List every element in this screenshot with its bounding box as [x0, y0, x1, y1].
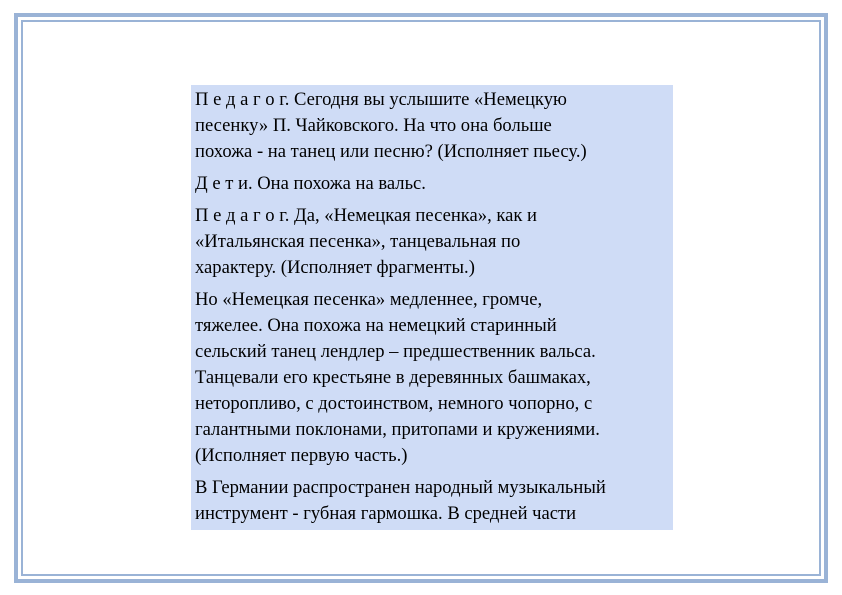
paragraph-teacher-reply: П е д а г о г. Да, «Немецкая песенка», как и «Итальянская песенка», танцевальная по характеру. (Исполняет фрагменты.) [195, 205, 538, 278]
paragraph-dance-description: Но «Немецкая песенка» медленнее, громче, тяжелее. Она похожа на немецкий старинный сельский танец лендлер – предшественник вальса. Танцевали его крестьяне в деревянных башмаках, неторопливо, с достоинством, немного чопорно, с галантными поклонами, притопами и кружениями. (Исполняет первую часть.) [195, 289, 600, 466]
paragraph-teacher-intro: П е д а г о г. Сегодня вы услышите «Немецкую песенку» П. Чайковского. На что она больше похожа - на танец или песню? (Исполняет пьесу.) [195, 89, 587, 162]
text-block [191, 85, 673, 530]
paragraph-children-answer: Д е т и. Она похожа на вальс. [195, 173, 426, 194]
paragraph-harmonica: В Германии распространен народный музыкальный инструмент - губная гармошка. В средней части [195, 477, 606, 524]
